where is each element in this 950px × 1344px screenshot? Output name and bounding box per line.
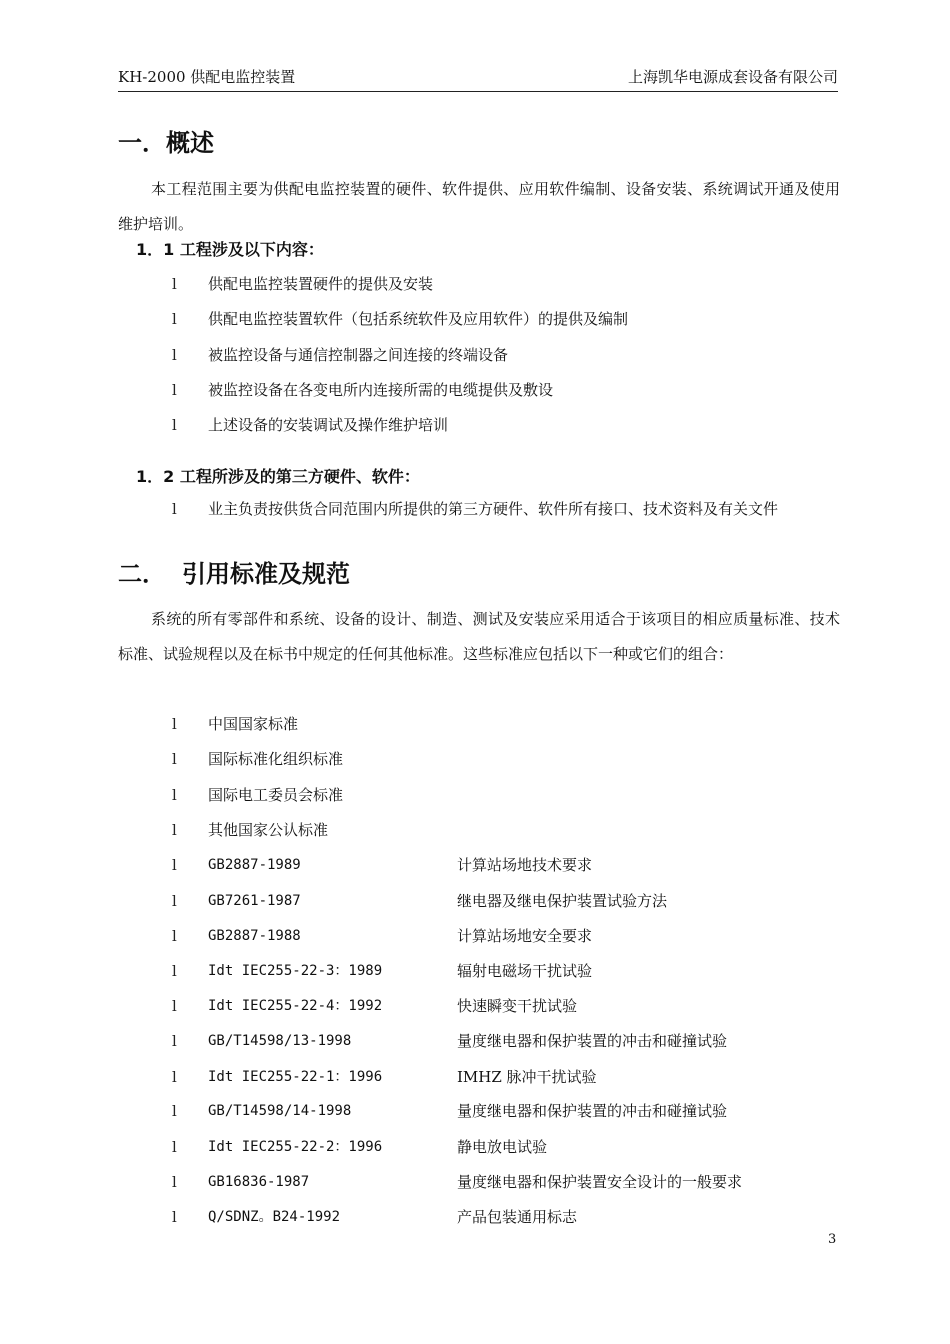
standard-row [172,924,812,948]
standard-description: 继电器及继电保护装置试验方法 [457,892,668,910]
bullet-icon: l [172,927,177,945]
standard-code: Idt IEC255-22-3：1989 [208,963,383,979]
bullet-icon: l [172,750,177,768]
standard-code: GB16836-1987 [208,1174,310,1190]
standard-description: 计算站场地安全要求 [457,927,593,945]
standard-code: GB2887-1988 [208,928,301,944]
list-item-text: 上述设备的安装调试及操作维护培训 [208,416,449,434]
list-item-text: 供配电监控装置硬件的提供及安装 [208,275,434,293]
page-header [118,66,838,90]
standard-description: 量度继电器和保护装置安全设计的一般要求 [457,1173,743,1191]
list-item-text: 被监控设备在各变电所内连接所需的电缆提供及敷设 [208,381,554,399]
page-number: 3 [828,1232,837,1247]
header-divider [118,91,838,92]
bullet-icon: l [172,275,177,293]
standard-row [172,1135,812,1159]
bullet-icon: l [172,416,177,434]
section-1-heading: 一．概述 [118,129,214,157]
standard-row [172,1029,812,1053]
standard-row [172,994,812,1018]
bullet-icon: l [172,1032,177,1050]
bullet-icon: l [172,786,177,804]
bullet-icon: l [172,1138,177,1156]
section-2-title: 引用标准及规范 [182,560,350,588]
standard-code: Idt IEC255-22-4：1992 [208,998,383,1014]
standard-code: Idt IEC255-22-2：1996 [208,1139,383,1155]
standard-description: 量度继电器和保护装置的冲击和碰撞试验 [457,1032,728,1050]
standard-description: 静电放电试验 [457,1138,548,1156]
list-item-text: 其他国家公认标准 [208,821,329,839]
standard-description: 计算站场地技术要求 [457,856,593,874]
standard-code: Q/SDNZ。B24-1992 [208,1209,341,1225]
standard-code: GB/T14598/13-1998 [208,1033,352,1049]
list-item-text: 国际电工委员会标准 [208,786,344,804]
list-item-text: 被监控设备与通信控制器之间连接的终端设备 [208,346,509,364]
standard-description: 辐射电磁场干扰试验 [457,962,593,980]
bullet-icon: l [172,346,177,364]
section-1-intro: 本工程范围主要为供配电监控装置的硬件、软件提供、应用软件编制、设备安装、系统调试开通及使用维护培训。 [118,180,840,233]
section-2-intro: 系统的所有零部件和系统、设备的设计、制造、测试及安装应采用适合于该项目的相应质量标准、技术标准、试验规程以及在标书中规定的任何其他标准。这些标准应包括以下一种或它们的组合： [118,610,840,663]
bullet-icon: l [172,1208,177,1226]
standard-row [172,1065,812,1089]
subsection-1-2-heading: 1．2 工程所涉及的第三方硬件、软件： [136,467,420,486]
bullet-icon: l [172,821,177,839]
subsection-1-1-heading: 1．1 工程涉及以下内容： [136,240,324,259]
standard-row [172,1099,812,1123]
standard-code: GB/T14598/14-1998 [208,1103,352,1119]
section-2-heading [118,559,350,589]
header-company-name: 上海凯华电源成套设备有限公司 [627,68,838,86]
bullet-icon: l [172,500,177,518]
standard-description: 产品包装通用标志 [457,1208,578,1226]
bullet-icon: l [172,962,177,980]
section-2-number: 二． [118,560,166,588]
standard-code: GB2887-1989 [208,857,301,873]
bullet-icon: l [172,1068,177,1086]
standard-code: GB7261-1987 [208,893,301,909]
standard-row [172,1205,812,1229]
standard-row [172,1170,812,1194]
standard-description: IMHZ 脉冲干扰试验 [457,1068,597,1086]
list-item-text: 供配电监控装置软件（包括系统软件及应用软件）的提供及编制 [208,310,629,328]
list-item-text: 业主负责按供货合同范围内所提供的第三方硬件、软件所有接口、技术资料及有关文件 [208,500,779,518]
standard-row [172,853,812,877]
standard-code: Idt IEC255-22-1：1996 [208,1069,383,1085]
bullet-icon: l [172,310,177,328]
bullet-icon: l [172,1102,177,1120]
list-item-text: 中国国家标准 [208,715,299,733]
bullet-icon: l [172,715,177,733]
bullet-icon: l [172,856,177,874]
list-item-text: 国际标准化组织标准 [208,750,344,768]
bullet-icon: l [172,892,177,910]
standard-description: 快速瞬变干扰试验 [457,997,578,1015]
bullet-icon: l [172,997,177,1015]
bullet-icon: l [172,381,177,399]
standard-description: 量度继电器和保护装置的冲击和碰撞试验 [457,1102,728,1120]
standard-row [172,959,812,983]
bullet-icon: l [172,1173,177,1191]
standard-row [172,889,812,913]
header-product-name: KH-2000 供配电监控装置 [118,68,296,86]
